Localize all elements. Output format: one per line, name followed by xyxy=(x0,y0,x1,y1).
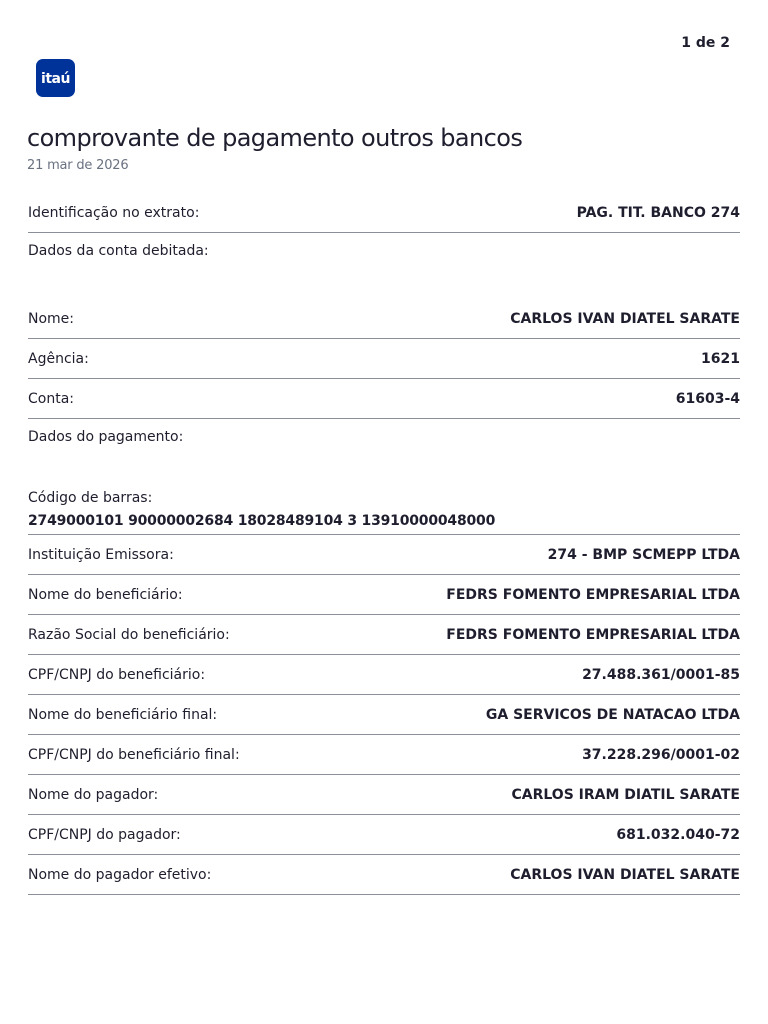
conta-label: Conta: xyxy=(28,390,74,407)
row-nome-beneficiario xyxy=(28,575,740,615)
identificacao-value: PAG. TIT. BANCO 274 xyxy=(576,204,740,221)
receipt-details xyxy=(28,193,740,895)
row-cnpj-beneficiario-final xyxy=(28,735,740,775)
page-indicator: 1 de 2 xyxy=(681,35,730,51)
section-conta-debitada xyxy=(28,233,740,299)
agencia-label: Agência: xyxy=(28,350,89,367)
field-label: Nome do beneficiário final: xyxy=(28,706,218,723)
field-label: CPF/CNPJ do pagador: xyxy=(28,826,181,843)
conta-value: 61603-4 xyxy=(675,390,740,407)
row-cnpj-beneficiario xyxy=(28,655,740,695)
field-value: FEDRS FOMENTO EMPRESARIAL LTDA xyxy=(446,586,740,603)
field-label: Razão Social do beneficiário: xyxy=(28,626,230,643)
itau-logo-icon xyxy=(36,59,75,97)
identificacao-label: Identificação no extrato: xyxy=(28,204,200,221)
field-label: CPF/CNPJ do beneficiário final: xyxy=(28,746,240,763)
field-value: 27.488.361/0001-85 xyxy=(582,666,740,683)
field-label: Nome do pagador: xyxy=(28,786,159,803)
row-razao-social-beneficiario xyxy=(28,615,740,655)
field-value: GA SERVICOS DE NATACAO LTDA xyxy=(485,706,740,723)
nome-value: CARLOS IVAN DIATEL SARATE xyxy=(510,310,740,327)
field-value: CARLOS IVAN DIATEL SARATE xyxy=(510,866,740,883)
conta-debitada-section-label: Dados da conta debitada: xyxy=(28,243,209,259)
field-value: 37.228.296/0001-02 xyxy=(582,746,740,763)
page-title: comprovante de pagamento outros bancos xyxy=(27,124,523,152)
field-label: Instituição Emissora: xyxy=(28,546,174,563)
pagamento-section-label: Dados do pagamento: xyxy=(28,429,184,445)
row-conta xyxy=(28,379,740,419)
row-cpf-pagador xyxy=(28,815,740,855)
row-nome-pagador xyxy=(28,775,740,815)
field-label: Nome do pagador efetivo: xyxy=(28,866,212,883)
field-value: 681.032.040-72 xyxy=(616,826,740,843)
field-value: FEDRS FOMENTO EMPRESARIAL LTDA xyxy=(446,626,740,643)
field-label: CPF/CNPJ do beneficiário: xyxy=(28,666,206,683)
logo-text: itaú xyxy=(41,71,70,87)
row-instituicao-emissora xyxy=(28,535,740,575)
field-value: 274 - BMP SCMEPP LTDA xyxy=(547,546,740,563)
row-nome-pagador-efetivo xyxy=(28,855,740,895)
section-pagamento xyxy=(28,419,740,485)
codigo-barras-label: Código de barras: xyxy=(28,490,153,506)
field-value: CARLOS IRAM DIATIL SARATE xyxy=(511,786,740,803)
row-identificacao xyxy=(28,193,740,233)
row-codigo-barras xyxy=(28,485,740,535)
row-nome xyxy=(28,299,740,339)
row-agencia xyxy=(28,339,740,379)
field-label: Nome do beneficiário: xyxy=(28,586,183,603)
agencia-value: 1621 xyxy=(701,350,740,367)
codigo-barras-value: 2749000101 90000002684 18028489104 3 13910000048000 xyxy=(28,513,496,529)
nome-label: Nome: xyxy=(28,310,75,327)
row-nome-beneficiario-final xyxy=(28,695,740,735)
receipt-date: 21 mar de 2026 xyxy=(27,158,129,173)
